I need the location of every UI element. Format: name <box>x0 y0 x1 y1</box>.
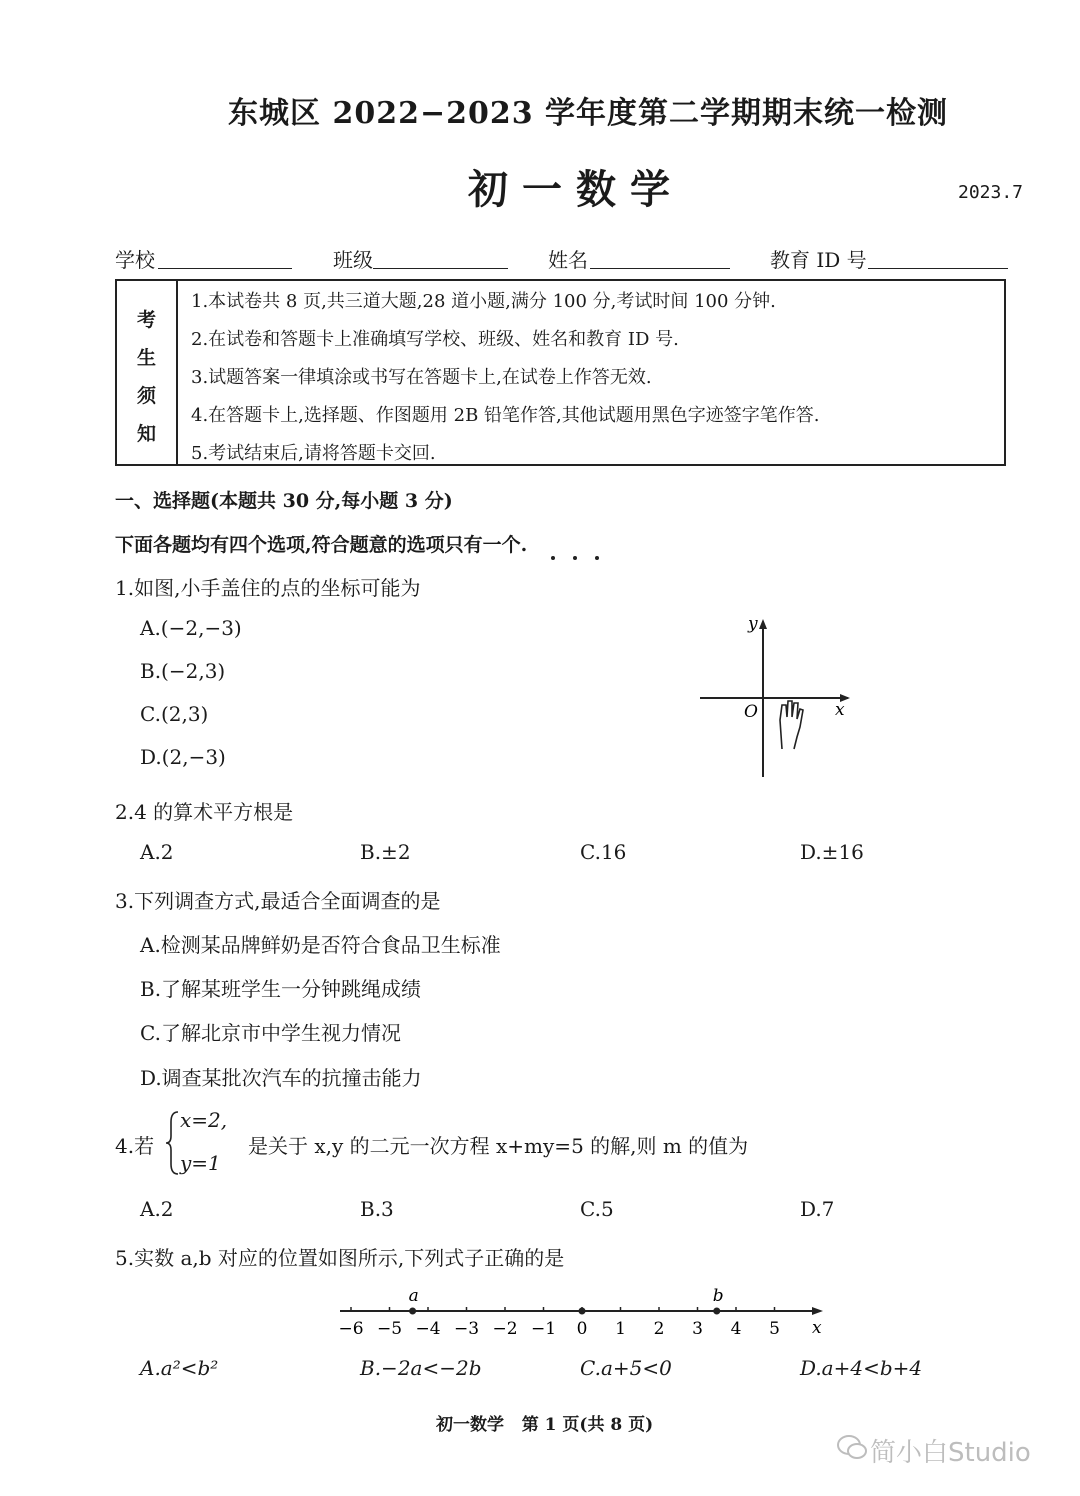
section-instruction: 下面各题均有四个选项,符合题意的选项只有一个. <box>115 534 528 556</box>
q3-option-a: A.检测某品牌鲜奶是否符合食品卫生标准 <box>140 933 501 957</box>
number-line-tick-label: 5 <box>769 1319 780 1339</box>
q5-option-d: D.a+4<b+4 <box>800 1356 923 1380</box>
number-line-arrow <box>812 1307 823 1315</box>
q4-option-c: C.5 <box>580 1197 614 1221</box>
wechat-icon <box>836 1432 868 1462</box>
q4-option-d: D.7 <box>800 1197 835 1221</box>
q3-option-b: B.了解某班学生一分钟跳绳成绩 <box>140 977 422 1001</box>
emphasis-dot <box>595 556 599 560</box>
q3-option-c: C.了解北京市中学生视力情况 <box>140 1021 401 1045</box>
q1-option-d: D.(2,−3) <box>140 745 226 769</box>
q1-option-a: A.(−2,−3) <box>140 616 242 640</box>
q5-option-c: C.a+5<0 <box>580 1356 672 1380</box>
q3-option-d: D.调查某批次汽车的抗撞击能力 <box>140 1066 422 1090</box>
q4-option-a: A.2 <box>140 1197 174 1221</box>
exam-notice-box <box>115 279 1006 466</box>
notice-heading-char: 须 <box>137 385 157 407</box>
name-field[interactable] <box>590 268 730 269</box>
number-line-tick-label: 4 <box>730 1319 742 1339</box>
number-line-tick-label: 3 <box>692 1319 703 1339</box>
number-line-axis-label: x <box>812 1318 822 1338</box>
class-label: 班级 <box>333 248 373 272</box>
question-3-stem: 3.下列调查方式,最适合全面调查的是 <box>115 889 441 913</box>
notice-heading-char: 考 <box>137 309 157 331</box>
notice-item: 1.本试卷共 8 页,共三道大题,28 道小题,满分 100 分,考试时间 100 分钟. <box>191 291 776 312</box>
q5-option-b: B.−2a<−2b <box>360 1356 482 1380</box>
number-line-tick-label: 2 <box>653 1319 665 1339</box>
notice-heading-char: 生 <box>137 347 157 369</box>
number-line-tick-label: 0 <box>576 1319 588 1339</box>
number-line-tick-label: −5 <box>376 1319 403 1339</box>
coordinate-figure <box>690 605 860 785</box>
school-label: 学校 <box>115 248 155 272</box>
origin-point-marker <box>579 1308 586 1315</box>
exam-title: 东城区 2022−2023 学年度第二学期期末统一检测 <box>228 96 949 131</box>
number-line-figure <box>330 1280 840 1350</box>
notice-heading <box>117 281 178 464</box>
subject-title: 初一数学 <box>468 166 684 213</box>
notice-item: 4.在答题卡上,选择题、作图题用 2B 铅笔作答,其他试题用黑色字迹签字笔作答. <box>191 405 820 426</box>
origin-label: O <box>744 702 758 722</box>
point-b-label: b <box>712 1286 724 1306</box>
emphasis-dot <box>573 556 577 560</box>
question-5-stem: 5.实数 a,b 对应的位置如图所示,下列式子正确的是 <box>115 1246 565 1270</box>
emphasis-dot <box>551 556 555 560</box>
x-axis-label: x <box>835 700 845 720</box>
q4-option-b: B.3 <box>360 1197 394 1221</box>
notice-item: 3.试题答案一律填涂或书写在答题卡上,在试卷上作答无效. <box>191 367 652 388</box>
point-a-marker <box>409 1308 416 1315</box>
question-2-stem: 2.4 的算术平方根是 <box>115 800 294 824</box>
question-1-stem: 1.如图,小手盖住的点的坐标可能为 <box>115 576 421 600</box>
point-a-label: a <box>408 1286 419 1306</box>
q5-option-a: A.a²<b² <box>140 1356 219 1380</box>
notice-item: 2.在试卷和答题卡上准确填写学校、班级、姓名和教育 ID 号. <box>191 329 679 350</box>
number-line-tick-label: −1 <box>530 1319 557 1339</box>
page-footer: 初一数学 第 1 页(共 8 页) <box>436 1415 654 1435</box>
q4-equation-2: y=1 <box>180 1151 221 1175</box>
notice-heading-char: 知 <box>137 423 157 445</box>
q2-option-c: C.16 <box>580 840 627 864</box>
q4-equation-1: x=2, <box>180 1108 228 1132</box>
id-field[interactable] <box>868 268 1008 269</box>
hand-icon <box>780 701 803 749</box>
notice-item: 5.考试结束后,请将答题卡交回. <box>191 443 436 464</box>
number-line-tick-label: 1 <box>615 1319 626 1339</box>
q2-option-b: B.±2 <box>360 840 411 864</box>
section-title: 一、选择题(本题共 30 分,每小题 3 分) <box>115 490 453 512</box>
q1-option-c: C.(2,3) <box>140 702 209 726</box>
number-line-tick-label: −4 <box>415 1319 441 1339</box>
exam-date: 2023.7 <box>958 182 1024 203</box>
question-4-prefix: 4.若 <box>115 1134 155 1158</box>
id-label: 教育 ID 号 <box>770 248 867 272</box>
watermark: 简小白Studio <box>870 1438 1031 1468</box>
number-line-tick-label: −2 <box>492 1319 518 1339</box>
name-label: 姓名 <box>548 248 588 272</box>
school-field[interactable] <box>158 268 292 269</box>
y-axis-label: y <box>748 614 758 634</box>
number-line-tick-label: −3 <box>453 1319 480 1339</box>
system-brace <box>164 1110 180 1176</box>
q2-option-d: D.±16 <box>800 840 864 864</box>
y-axis-arrow <box>759 619 767 629</box>
class-field[interactable] <box>373 268 508 269</box>
question-4-stem: 是关于 x,y 的二元一次方程 x+my=5 的解,则 m 的值为 <box>248 1134 749 1158</box>
q1-option-b: B.(−2,3) <box>140 659 226 683</box>
q2-option-a: A.2 <box>140 840 174 864</box>
point-b-marker <box>713 1308 720 1315</box>
number-line-tick-label: −6 <box>338 1319 364 1339</box>
